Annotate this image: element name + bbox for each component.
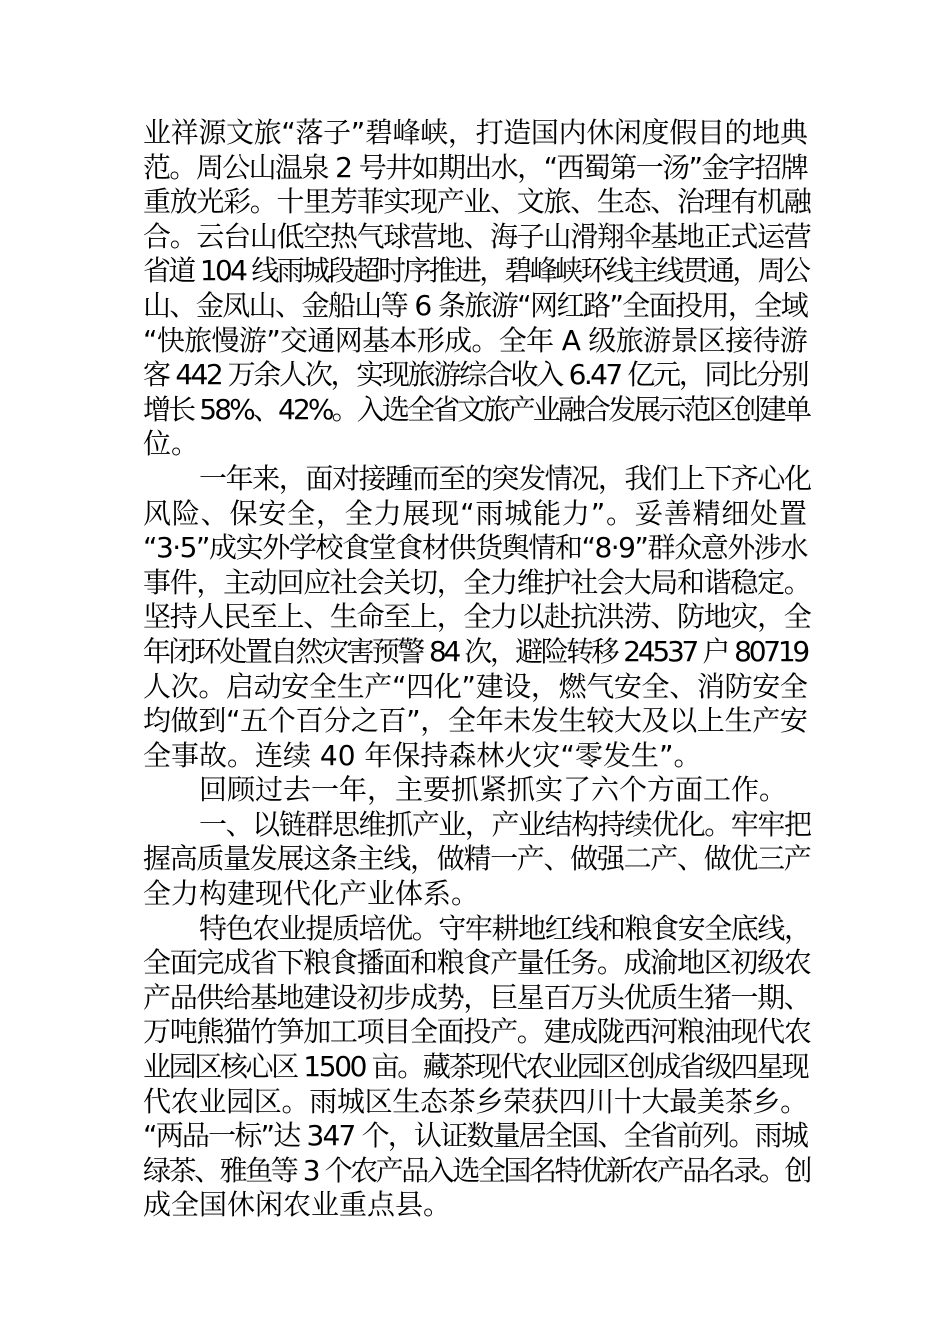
text-line: “3·5”成实外学校食堂食材供货舆情和“8·9”群众意外涉水: [143, 531, 807, 565]
text-line: 成全国休闲农业重点县。: [143, 1188, 452, 1222]
text-line: 均做到“五个百分之百”，全年未发生较大及以上生产安: [143, 704, 808, 738]
document-body: [143, 116, 811, 1223]
text-line: 一年来，面对接踵而至的突发情况，我们上下齐心化: [199, 461, 811, 495]
text-line: 代农业园区。雨城区生态茶乡荣获四川十大最美茶乡。: [143, 1084, 808, 1118]
text-line: 重放光彩。十里芳菲实现产业、文旅、生态、治理有机融: [143, 185, 811, 219]
text-line: 坚持人民至上、生命至上，全力以赴抗洪涝、防地灾，全: [143, 600, 811, 634]
text-line: 人次。启动安全生产“四化”建设，燃气安全、消防安全: [143, 669, 808, 703]
text-line: 省道 104 线雨城段超时序推进，碧峰峡环线主线贯通，周公: [143, 254, 809, 288]
text-line: 业园区核心区 1500 亩。藏茶现代农业园区创成省级四星现: [143, 1050, 808, 1084]
text-line: 山、金凤山、金船山等 6 条旅游“网红路”全面投用，全域: [143, 288, 808, 322]
text-line: 范。周公山温泉 2 号井如期出水，“西蜀第一汤”金字招牌: [143, 150, 808, 184]
text-line: 一、以链群思维抓产业，产业结构持续优化。牢牢把: [199, 807, 811, 841]
text-line: 风险、保安全，全力展现“雨城能力”。妥善精细处置: [143, 496, 807, 530]
text-line: 事件，主动回应社会关切，全力维护社会大局和谐稳定。: [143, 565, 811, 599]
text-line: 特色农业提质培优。守牢耕地红线和粮食安全底线，: [199, 911, 811, 945]
text-line: 年闭环处置自然灾害预警 84 次，避险转移 24537 户 80719: [143, 634, 807, 668]
text-line: 全事故。连续 40 年保持森林火灾“零发生”。: [143, 738, 702, 772]
text-line: 握高质量发展这条主线，做精一产、做强二产、做优三产: [143, 842, 811, 876]
text-line: 客 442 万余人次，实现旅游综合收入 6.47 亿元，同比分别: [143, 358, 807, 392]
text-line: 增长 58%、42%。入选全省文旅产业融合发展示范区创建单: [143, 392, 810, 426]
text-line: 全力构建现代化产业体系。: [143, 877, 480, 911]
text-line: “快旅慢游”交通网基本形成。全年 A 级旅游景区接待游: [143, 323, 808, 357]
text-line: 绿茶、雅鱼等 3 个农产品入选全国名特优新农产品名录。创: [143, 1153, 811, 1187]
text-line: 合。云台山低空热气球营地、海子山滑翔伞基地正式运营: [143, 219, 811, 253]
text-line: 业祥源文旅“落子”碧峰峡，打造国内休闲度假目的地典: [143, 116, 808, 149]
text-line: 位。: [143, 427, 200, 461]
text-line: 万吨熊猫竹笋加工项目全面投产。建成陇西河粮油现代农: [143, 1015, 811, 1049]
text-line: 产品供给基地建设初步成势，巨星百万头优质生猪一期、: [143, 980, 811, 1014]
text-line: “两品一标”达 347 个，认证数量居全国、全省前列。雨城: [143, 1119, 807, 1153]
text-line: 全面完成省下粮食播面和粮食产量任务。成渝地区初级农: [143, 946, 811, 980]
text-line: 回顾过去一年，主要抓紧抓实了六个方面工作。: [199, 773, 788, 807]
